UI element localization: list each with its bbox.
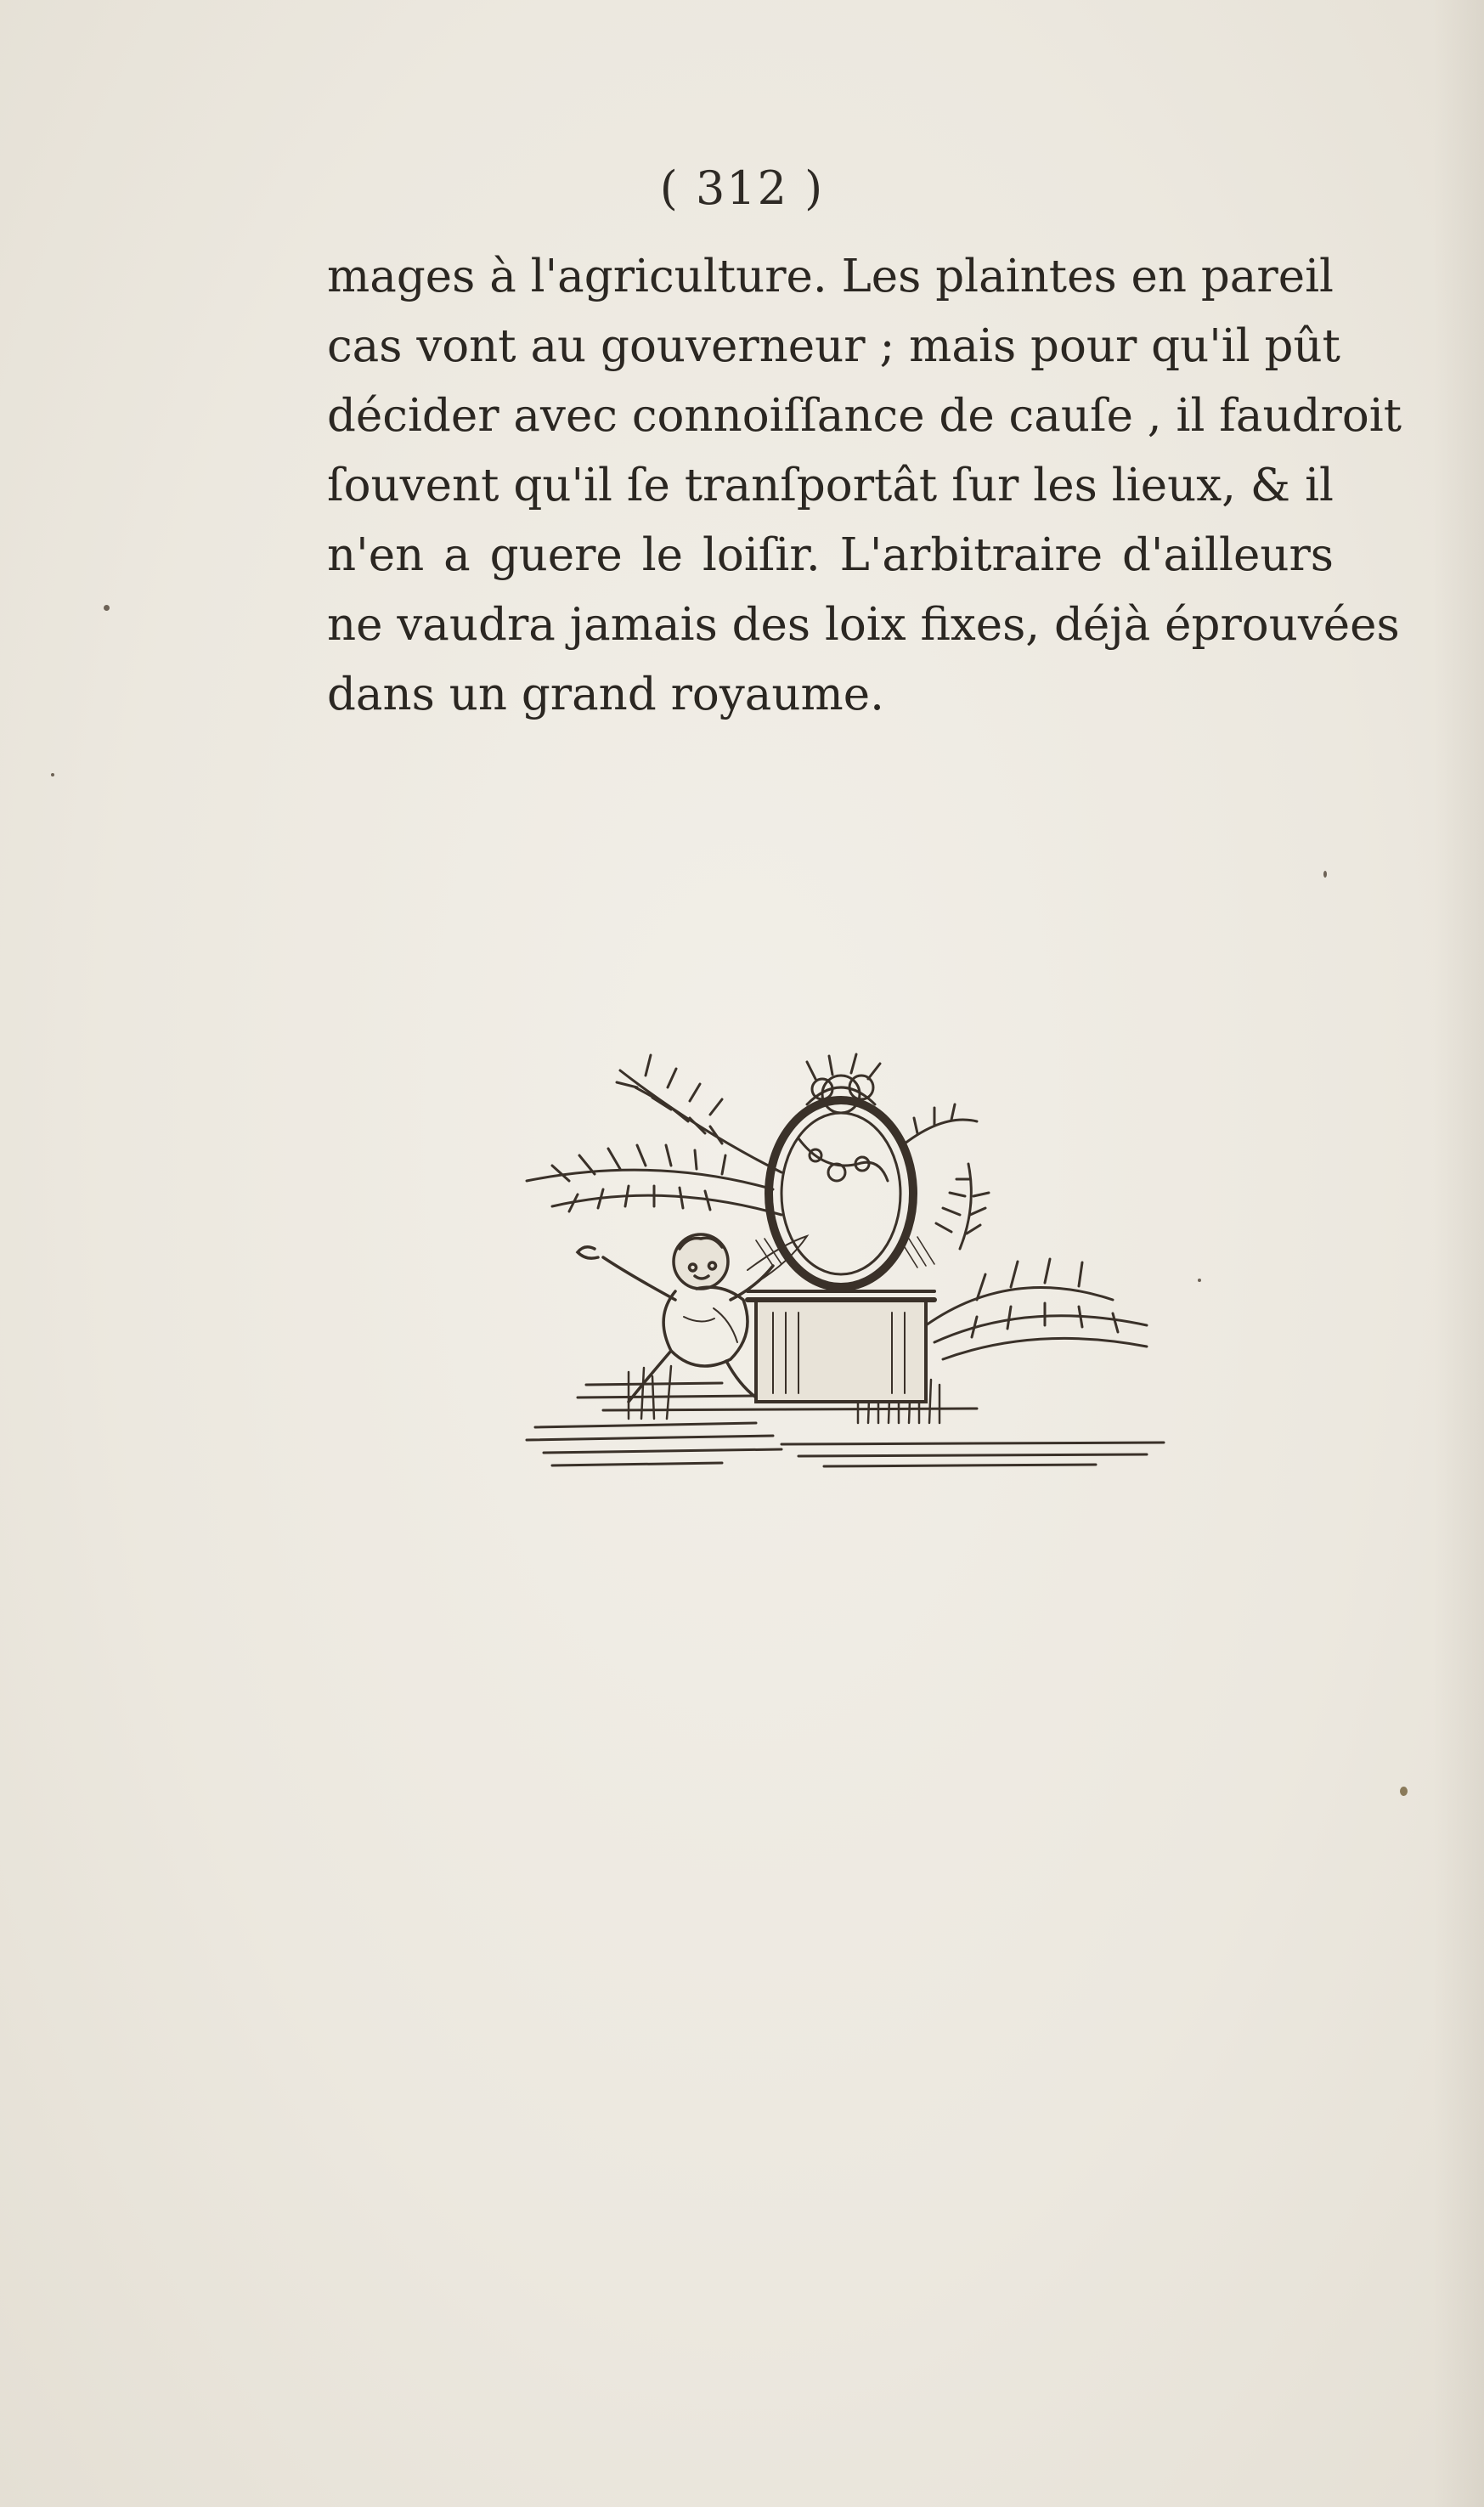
text-line-5: n'en a guere le loiſir. L'arbitraire d'ailleurs [327,529,1334,581]
page-number: ( 312 ) [659,161,825,215]
paper-speck [1400,1787,1408,1796]
text-line-4: ſouvent qu'il ſe tranſportât ſur les lieux, & il [327,460,1334,511]
paper-speck [104,605,110,611]
paper-speck [1323,871,1327,878]
text-line-6: ne vaudra jamais des loix fixes, déjà éprouvées [327,599,1400,651]
page-edge-shadow [1433,0,1484,2507]
text-line-7: dans un grand royaume. [327,669,884,720]
body-text [327,242,1402,730]
text-line-2: cas vont au gouverneur ; mais pour qu'il pût [327,320,1340,372]
paper-speck [51,773,54,776]
paper-speck [1198,1279,1201,1282]
text-line-1: mages à l'agriculture. Les plaintes en pareil [327,251,1334,302]
cherub-vignette-icon [501,1045,1181,1521]
text-line-3: décider avec connoiſſance de cauſe , il faudroit [327,390,1402,442]
